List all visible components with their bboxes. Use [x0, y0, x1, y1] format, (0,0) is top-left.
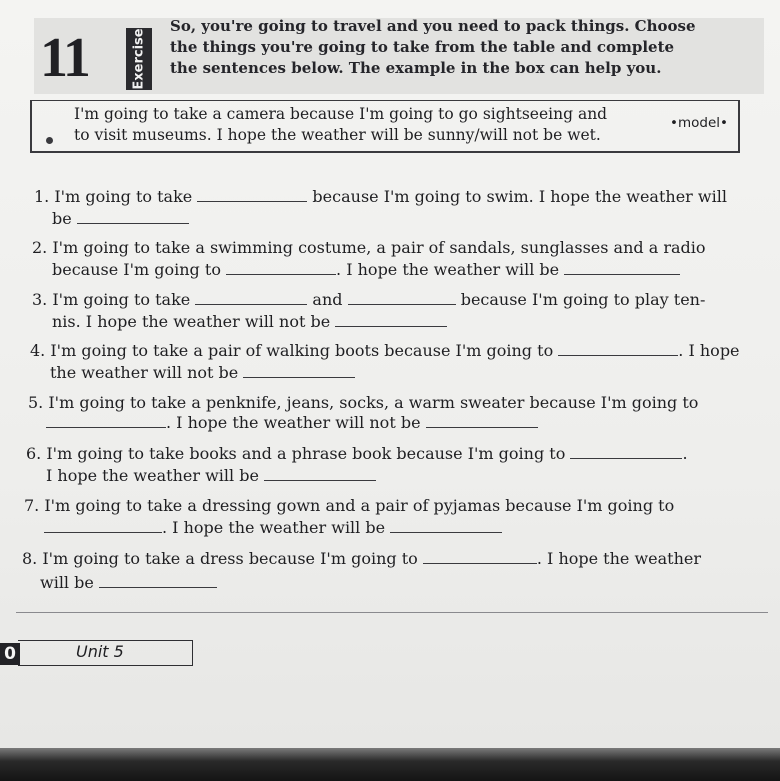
answer-blank[interactable] — [77, 221, 189, 224]
exercise-instruction — [170, 16, 730, 79]
answer-blank[interactable] — [44, 530, 162, 533]
instruction-line: So, you're going to travel and you need to pack things. Choose — [170, 17, 696, 35]
answer-blank[interactable] — [46, 425, 166, 428]
answer-blank[interactable] — [426, 425, 538, 428]
sentence-3-line-2: nis. I hope the weather will not be — [52, 312, 447, 332]
page-edge-shadow — [0, 748, 780, 781]
answer-blank[interactable] — [348, 302, 456, 305]
answer-blank[interactable] — [564, 272, 680, 275]
exercise-number: 11 — [40, 27, 89, 89]
answer-blank[interactable] — [423, 561, 537, 564]
bullet-icon — [46, 137, 53, 144]
sentence-4-line-2: the weather will not be — [50, 363, 355, 383]
answer-blank[interactable] — [226, 272, 336, 275]
page-number: 0 — [0, 643, 20, 665]
sentence-1-line-1: 1. I'm going to take because I'm going to swim. I hope the weather will — [34, 187, 727, 206]
unit-footer-box — [18, 640, 193, 666]
sentence-1-line-2: be — [52, 209, 189, 229]
answer-blank[interactable] — [195, 302, 307, 305]
model-example-box — [30, 100, 740, 153]
sentence-5-line-1: 5. I'm going to take a penknife, jeans, socks, a warm sweater because I'm going to — [28, 393, 699, 412]
answer-blank[interactable] — [390, 530, 502, 533]
model-example-text — [74, 104, 654, 146]
exercise-label-tab — [126, 28, 152, 90]
answer-blank[interactable] — [243, 375, 355, 378]
sentence-6-line-1: 6. I'm going to take books and a phrase book because I'm going to . — [26, 444, 688, 463]
model-line: to visit museums. I hope the weather will be sunny/will not be wet. — [74, 126, 601, 144]
sentence-6-line-2: I hope the weather will be — [46, 466, 376, 486]
sentence-2-line-2: because I'm going to . I hope the weather will be — [52, 260, 680, 280]
sentence-2-line-1: 2. I'm going to take a swimming costume, a pair of sandals, sunglasses and a radio — [32, 238, 706, 257]
answer-blank[interactable] — [99, 585, 217, 588]
sentence-8-line-2: will be — [40, 573, 217, 593]
sentence-8-line-1: 8. I'm going to take a dress because I'm going to . I hope the weather — [22, 549, 702, 568]
unit-label: Unit 5 — [76, 642, 124, 661]
answer-blank[interactable] — [570, 456, 682, 459]
answer-blank[interactable] — [264, 478, 376, 481]
answer-blank[interactable] — [335, 324, 447, 327]
instruction-line: the things you're going to take from the table and complete — [170, 38, 675, 56]
divider-line — [16, 612, 768, 613]
answer-blank[interactable] — [197, 199, 307, 202]
sentence-5-line-2: . I hope the weather will not be — [46, 413, 538, 433]
model-tag: •model• — [670, 115, 728, 131]
sentence-7-line-1: 7. I'm going to take a dressing gown and a pair of pyjamas because I'm going to — [24, 496, 675, 515]
answer-blank[interactable] — [558, 353, 678, 356]
sentence-3-line-1: 3. I'm going to take and because I'm going to play ten- — [32, 290, 706, 309]
sentence-4-line-1: 4. I'm going to take a pair of walking boots because I'm going to . I hope — [30, 341, 740, 360]
instruction-line: the sentences below. The example in the box can help you. — [170, 59, 662, 77]
model-line: I'm going to take a camera because I'm going to go sightseeing and — [74, 105, 608, 123]
sentence-7-line-2: . I hope the weather will be — [44, 518, 502, 538]
exercise-label: Exercise — [131, 28, 147, 90]
